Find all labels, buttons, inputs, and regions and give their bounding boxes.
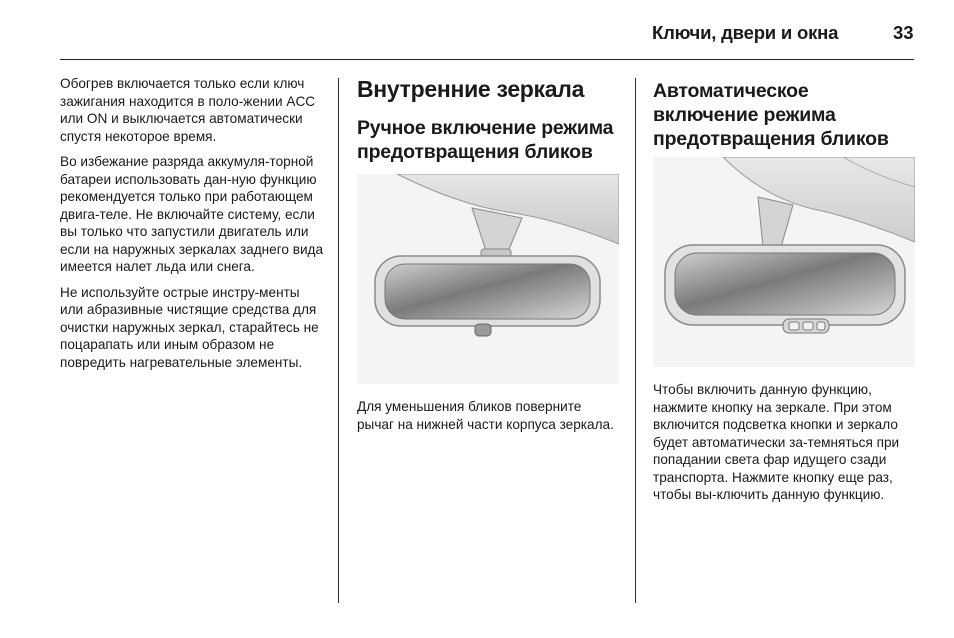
- heading-auto-antiglare: Автоматическое включение режима предотвращения бликов: [653, 80, 889, 150]
- auto-mirror-illustration: [653, 157, 915, 367]
- on-label: ON: [86, 111, 108, 126]
- column-2: [357, 75, 619, 441]
- paragraph-auto-button: Чтобы включить данную функцию, нажмите кнопку на зеркале. При этом включится подсветка кнопки и зеркало будет автоматически за-темняться при попадании света фар идущего сзади транспорта. Нажмите кнопку еще раз, чтобы вы-ключить данную функцию.: [653, 382, 900, 502]
- page-number: 33: [893, 22, 914, 43]
- heading-manual-antiglare: Ручное включение режима предотвращения бликов: [357, 117, 614, 163]
- paragraph-cleaning: Не используйте острые инстру-менты или абразивные чистящие средства для очистки наружных зеркал, старайтесь не поцарапать или иным образом не повредить нагревательные элементы.: [60, 284, 319, 370]
- manual-mirror-illustration: [357, 174, 619, 384]
- heading-interior-mirrors: Внутренние зеркала: [357, 76, 585, 102]
- section-title: Ключи, двери и окна: [652, 22, 839, 43]
- paragraph-manual-lever: Для уменьшения бликов поверните рычаг на нижней части корпуса зеркала.: [357, 399, 614, 432]
- paragraph-heating: Обогрев включается только если ключ зажигания находится в поло-жении ACC или ON и выключается автоматически спустя некоторое время.: [60, 76, 316, 144]
- paragraph-battery: Во избежание разряда аккумуля-торной батареи использовать дан-ную функцию рекомендуется только при работающем двига-теле. Не включайте систему, если вы только что запустили двигатель или если на наружных зеркалах заднего вида имеется налет льда или снега.: [60, 154, 324, 274]
- column-3: [653, 75, 915, 512]
- acc-label: ACC: [286, 93, 316, 109]
- column-divider-2: [635, 78, 636, 603]
- page-header: [0, 20, 954, 50]
- header-rule: [60, 59, 914, 60]
- column-1: [60, 75, 326, 379]
- column-divider-1: [338, 78, 339, 603]
